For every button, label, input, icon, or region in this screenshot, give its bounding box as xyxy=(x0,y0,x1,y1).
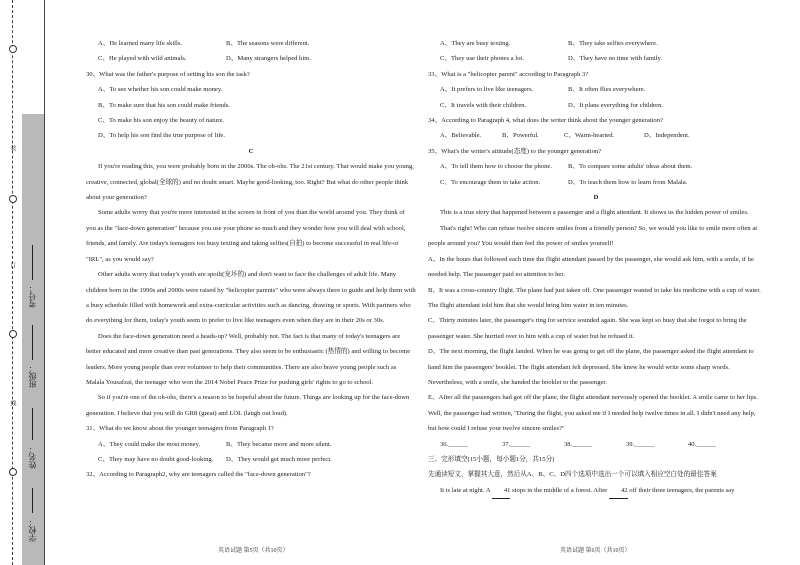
q29-options xyxy=(86,36,416,51)
option: B、Powerful. xyxy=(502,132,539,140)
option: C、He played with wild animals. xyxy=(98,55,187,63)
q32-options xyxy=(428,36,764,51)
cloze-text: stops in the middle of a forest. After xyxy=(512,486,608,494)
q31-options xyxy=(86,437,416,452)
passage-paragraph: Some adults worry that you're more interested in the screen in front of you than the world around you. They think of you as the "face-down generation" because you use your phone so much and they wonder how you will deal with school, friends, and family. Are today's teenagers too busy texting and taking selfies(自拍) to become successful in real life-or "IRL", as you would say? xyxy=(86,209,406,263)
q29-options xyxy=(86,51,416,66)
answer-blank[interactable]: 36.______ xyxy=(440,440,469,448)
passage-paragraph: Other adults worry that today's youth are spoilt(宠坏的) and don't want to face the challenges of adult life. Many children born in the 1990s and 2000s were raised by "helicopter parents" who were always there to guide and help them with a busy schedule filled with homework and extra-curricular activities such as dancing, drawing or sports. With partners who do everything for them, today's youth seem to prefer to live like teenagers even when they are in their 20s or 30s. xyxy=(86,271,416,325)
option: A、They could make the most money. xyxy=(98,440,201,448)
binding-mark: 装 xyxy=(9,145,15,151)
cloze-passage-start xyxy=(428,483,764,499)
section-d-heading: D xyxy=(593,194,599,202)
exam-number-field-label: 考号： xyxy=(28,284,37,308)
option: C、To encourage them to take action. xyxy=(440,178,541,186)
answer-blank[interactable]: 38.______ xyxy=(564,440,593,448)
passage-option-c: C、Thirty minutes later, the passenger's ring for service sounded again. She was kept so busy that she forgot to bring the passenger water. She hurried over to him with a cup of water but he refused it. xyxy=(428,317,747,340)
right-column xyxy=(428,36,764,499)
answer-blank[interactable]: 39.______ xyxy=(626,440,655,448)
cloze-blank-42[interactable]: 42 xyxy=(609,483,628,499)
option: C、It travels with their children. xyxy=(440,101,527,109)
binding-hole-icon xyxy=(9,45,17,53)
part-3-title: 三、完形填空(15小题，每小题1分，共15分) xyxy=(428,455,555,463)
option: A、To see whether his son could make money. xyxy=(98,86,223,94)
binding-dashed-line xyxy=(12,0,13,565)
exam-number-field-line xyxy=(32,245,33,280)
left-column xyxy=(86,36,416,483)
answer-blank[interactable]: 40.______ xyxy=(688,440,717,448)
question-34: 34、According to Paragraph 4, what does the writer think about the younger generation? xyxy=(428,117,663,125)
question-32: 32、According to Paragraph2, why are teenagers called the "face-down generation"? xyxy=(86,471,311,479)
passage-option-b: B、It was a cross-country flight. The plane had just taken off. One passenger wanted to take his medicine with a cup of water. The flight attendant told him that she would bring him water in ten minutes. xyxy=(428,286,761,309)
passage-option-a: A、In the hours that followed each time the flight attendant passed by the passenger, she would ask him, with a smile, if he needed help. The passenger paid no attention to her. xyxy=(428,255,754,279)
option: D、Many strangers helped him. xyxy=(226,55,311,63)
q35-options xyxy=(428,159,764,174)
passage-paragraph: Does the face-down generation need a heads-up? Well, probably not. The fact is that many of today's teenagers are better educated and more creative than past generations. They also seem to be enthusiastic (热情的) and willing to become leaders. More young people than ever volunteer to help their communities. There are also brave young people such as Malala Yousafzai, the teenager who won the 2014 Nobel Peace Prize for pushing girls' rights to go to school. xyxy=(86,332,411,386)
option: B、They became more and more silent. xyxy=(226,440,332,448)
option: B、They take selfies everywhere. xyxy=(568,40,658,47)
name-field-label: 姓名： xyxy=(28,445,37,469)
part-3-instructions: 先通读短文，掌握其大意，然后从A、B、C、D四个选项中选出一个可以填入相应空白处的最佳答案 xyxy=(428,471,717,479)
class-field-label: 班级： xyxy=(28,364,37,388)
q35-options xyxy=(428,175,764,190)
passage-paragraph: So if you're one of the oh-ohs, there's a reason to be hopeful about the future. Things are looking up for the face-down generation. I believe that you will do GR8 (great) and LOL (laugh out loud). xyxy=(86,394,410,417)
binding-mark: 订 xyxy=(9,262,15,268)
option: C、They use their phones a lot. xyxy=(440,55,524,63)
cloze-text: It is late at night. A xyxy=(440,486,491,494)
option: B、To make sure that his son could make friends. xyxy=(98,101,230,109)
q33-options xyxy=(428,82,764,97)
q32-options xyxy=(428,51,764,66)
option: D、Independent. xyxy=(644,132,690,140)
q34-options xyxy=(428,128,764,143)
school-field-label: 学校： xyxy=(28,518,37,542)
option: D、They would get much more perfect. xyxy=(226,455,332,463)
binding-mark: 线 xyxy=(9,400,15,406)
binding-hole-icon xyxy=(9,330,17,338)
passage-option-d: D、The next morning, the flight landed. When he was going to get off the plane, the passenger asked the flight attendant to hand him the passengers' booklet. The flight attendant felt depressed. She knew he would write some sharp words. Nevertheless, with a smile, she handed the booklet to the passenger. xyxy=(428,348,754,386)
name-field-line xyxy=(32,408,33,440)
school-field-line xyxy=(32,488,33,513)
section-c-heading: C xyxy=(248,147,254,155)
option: A、It prefers to live like teenagers. xyxy=(440,86,534,94)
option: B、It often flies everywhere. xyxy=(568,86,646,94)
question-31: 31、What do we know about the younger teenagers from Paragraph 1? xyxy=(86,425,274,433)
option: B、The seasons were different. xyxy=(226,40,310,47)
option: A、Believable. xyxy=(440,132,482,140)
option: B、To compare some adults' ideas about them. xyxy=(568,163,693,171)
passage-paragraph: If you're reading this, you were probably born in the 2000s. The oh-ohs. The 21st century. That would make you young, creative, connected, global(全球的) and no doubt smart. Maybe good-looking, too. Right? But what do other people think about your generation? xyxy=(86,163,414,202)
passage-option-e: E、After all the passengers had got off the plane, the flight attendant nervously opened the booklet. A smile came to her lips. Well, the passenger had written, "During the flight, you asked me if I needed help twelve times in all. I didn't need any help, but how could I refuse your twelve sincere smiles?" xyxy=(428,394,758,433)
answer-blank[interactable]: 37.______ xyxy=(502,440,531,448)
question-33: 33、What is a "helicopter parent" according to Paragraph 3? xyxy=(428,70,589,78)
binding-solid-line xyxy=(44,0,45,565)
option: C、Warm-hearted. xyxy=(564,132,615,140)
option: D、It plans everything for children. xyxy=(568,101,664,109)
option: C、They may have no doubt good-looking. xyxy=(98,455,214,463)
binding-hole-icon xyxy=(9,195,17,203)
option: C、To make his son enjoy the beauty of nature. xyxy=(98,117,225,125)
class-field-line xyxy=(32,325,33,360)
answer-blanks xyxy=(428,437,764,452)
option: A、They are busy texting. xyxy=(440,40,511,47)
q31-options xyxy=(86,452,416,467)
binding-gray-band xyxy=(22,114,44,565)
option: A、He learned many life skills. xyxy=(98,40,183,47)
option: D、To help his son find the true purpose of life. xyxy=(98,132,225,140)
question-35: 35、What's the writer's attitude(态度) to the younger generation? xyxy=(428,147,602,155)
passage-paragraph: That's right! Who can refuse twelve sincere smiles from a friendly person? So, we would you like to smile more often at people around you? You would then feel the power of smiles yourself! xyxy=(428,224,758,248)
question-30: 30、What was the father's purpose of setting his son the task? xyxy=(86,70,250,78)
page-footer-right: 英语试题 第6页（共10页） xyxy=(560,548,631,554)
option: A、To tell them how to choose the phone. xyxy=(440,163,552,171)
binding-margin xyxy=(0,0,52,565)
page-footer-left: 英语试题 第5页（共10页） xyxy=(218,548,289,554)
passage-paragraph: This is a true story that happened between a passenger and a flight attendant. It shows us the hidden power of smiles. xyxy=(440,209,749,217)
cloze-blank-41[interactable]: 41 xyxy=(492,483,511,499)
cloze-text: off their three teenagers, the parents say xyxy=(629,486,735,494)
q33-options xyxy=(428,98,764,113)
binding-hole-icon xyxy=(9,468,17,476)
option: D、They have no time with family. xyxy=(568,55,663,63)
option: D、To teach them how to learn from Malala. xyxy=(568,178,688,186)
